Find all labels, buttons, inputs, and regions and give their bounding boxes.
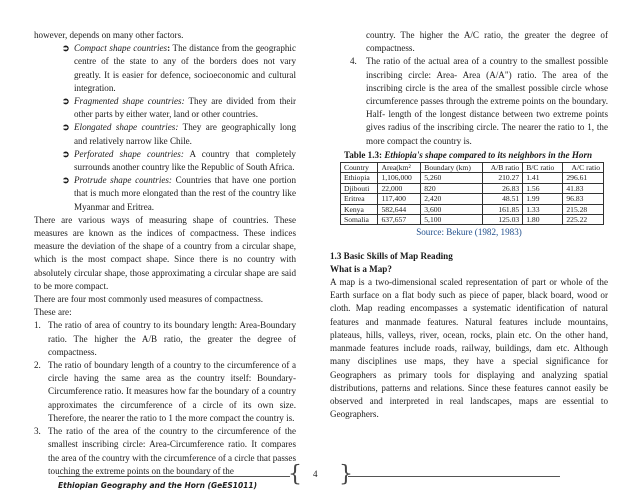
shape-item-perforated xyxy=(34,148,296,174)
these-are: These are: xyxy=(34,307,72,318)
shape-text: A country that completely surrounds another country like the Republic of South Africa. xyxy=(74,148,296,173)
table-row xyxy=(341,194,604,204)
table-cell: 225.22 xyxy=(563,215,604,225)
table-cell: 48.51 xyxy=(482,194,523,204)
measures-intro: There are four most commonly used measures of compactness. xyxy=(34,294,264,305)
right-column xyxy=(330,29,608,421)
measure-number: 3. xyxy=(34,426,41,437)
arrow-bullet-icon: ➲ xyxy=(62,175,70,186)
section-title: 1.3 Basic Skills of Map Reading xyxy=(330,250,453,261)
table-header: B/C ratio xyxy=(523,163,563,173)
shape-list xyxy=(34,42,296,214)
table-cell: 1.80 xyxy=(523,215,563,225)
subsection-title: What is a Map? xyxy=(330,263,392,274)
table-cell: 125.03 xyxy=(482,215,523,225)
table-cell: 1.56 xyxy=(523,183,563,193)
table-cell: 26.83 xyxy=(482,183,523,193)
shape-text: The distance from the geographic centre of the state to any of the borders does not vary greatly. It is easier for defence, socioeconomic and cultural integration. xyxy=(74,43,296,93)
table-cell: 1,106,000 xyxy=(378,173,421,183)
footer-rule-right xyxy=(348,476,560,477)
table-cell: 1.33 xyxy=(523,204,563,214)
table-header: Area(km² xyxy=(378,163,421,173)
arrow-bullet-icon: ➲ xyxy=(62,43,70,54)
shape-term: Protrude shape countries: xyxy=(74,175,172,186)
measure-text: The ratio of the actual area of a country to the smallest possible inscribing circle: Area- Area (A/A") ratio. The area of the inscribing circle is the area of the smallest possible circle whose circumference passes through the extreme points on the boundary. Half- length of the longest distance between two extreme points gives radius of the inscribing circle. The nearer the ratio to 1, the more compact the country is. xyxy=(366,56,608,146)
table-source: Source: Bekure (1982, 1983) xyxy=(416,227,522,238)
arrow-bullet-icon: ➲ xyxy=(62,122,70,133)
table-cell: 5,100 xyxy=(421,215,482,225)
table-cell: Ethiopia xyxy=(341,173,378,183)
table-cell: 2,420 xyxy=(421,194,482,204)
table-header: A/B ratio xyxy=(482,163,523,173)
table-header: A/C ratio xyxy=(563,163,604,173)
table-caption-label: Table 1.3: xyxy=(344,149,383,160)
page-number: 4 xyxy=(313,469,318,479)
table-cell: 117,400 xyxy=(378,194,421,204)
table-row xyxy=(341,204,604,214)
table-header: Country xyxy=(341,163,378,173)
table-cell: Somalia xyxy=(341,215,378,225)
table-cell: 637,657 xyxy=(378,215,421,225)
measure-item xyxy=(34,319,296,359)
footer-title: Ethiopian Geography and the Horn (GeES1011) xyxy=(58,481,258,490)
shape-item-protrude xyxy=(34,174,296,214)
table-caption-text: Ethiopia's shape compared to its neighbors in the Horn xyxy=(384,149,593,160)
table-cell: 1.99 xyxy=(523,194,563,204)
measure-text: The ratio of boundary length of a country to the circumference of a circle having the same area as the country itself: Boundary-Circumference ratio. It measures how far the boundary of a country approximates the circumference of a circle of its own size. Therefore, the nearer the ratio to 1 the more compact the country is. xyxy=(48,360,296,423)
arrow-bullet-icon: ➲ xyxy=(62,96,70,107)
measure-item xyxy=(330,55,608,147)
table-row xyxy=(341,183,604,193)
shape-term: Fragmented shape countries: xyxy=(74,96,185,107)
table-caption xyxy=(344,149,608,162)
shape-item-elongated xyxy=(34,121,296,147)
arrow-bullet-icon: ➲ xyxy=(62,148,70,159)
left-brace-ornament: { xyxy=(288,462,302,487)
measure-number: 2. xyxy=(34,360,41,371)
table-row xyxy=(341,173,604,183)
measure-3-continuation: country. The higher the A/C ratio, the greater the degree of compactness. xyxy=(366,30,608,54)
table-header-row xyxy=(341,163,604,173)
shape-item-fragmented xyxy=(34,95,296,121)
measures-list xyxy=(34,319,296,477)
measure-number: 4. xyxy=(350,56,357,67)
shape-text: Countries that have one portion that is much more elongated than the rest of the country like Myanmar and Eritrea. xyxy=(74,175,296,212)
shape-text: They are divided from their other parts by either water, land or other countries. xyxy=(74,96,297,120)
table-cell: 22,000 xyxy=(378,183,421,193)
shape-term: Compact shape countries xyxy=(74,43,168,54)
compactness-table xyxy=(340,162,604,225)
table-cell: 3,600 xyxy=(421,204,482,214)
measure-item xyxy=(34,425,296,478)
table-cell: 296.61 xyxy=(563,173,604,183)
table-header: Boundary (km) xyxy=(421,163,482,173)
compactness-paragraph: There are various ways of measuring shape of countries. These measures are known as the indices of compactness. These indices measure the deviation of the shape of a country from a circular shape, which is the most compact shape. Since there is no country with absolutely circular shape, those approximating a circular shape are said to be more compact. xyxy=(34,214,296,291)
right-brace-ornament: } xyxy=(339,462,353,487)
measure-text: The ratio of area of country to its boundary length: Area-Boundary ratio. The higher the A/B ratio, the greater the degree of compactness. xyxy=(48,320,296,357)
table-cell: 210.27 xyxy=(482,173,523,183)
table-cell: Eritrea xyxy=(341,194,378,204)
table-cell: 820 xyxy=(421,183,482,193)
table-cell: 1.41 xyxy=(523,173,563,183)
map-definition-paragraph: A map is a two-dimensional scaled representation of part or whole of the Earth surface on a flat body such as piece of paper, black board, wood or cloth. Map reading encompasses a systematic identification of natural features and manmade features. Natural features include mountains, plateaus, hills, valleys, river, ocean, rocks, plain etc. On the other hand, manmade features include roads, railway, buildings, dam etc. Although many disciplines use maps, they have a special significance for Geographers as primary tools for displaying and analyzing spatial distributions, patterns and relations. Since these features cannot easily be observed and interpreted in real landscapes, maps are essential to Geographers. xyxy=(330,277,608,420)
shape-text: They are geographically long and relatively narrow like Chile. xyxy=(74,122,297,146)
shape-term-colon: : xyxy=(167,43,171,54)
table-cell: Djibouti xyxy=(341,183,378,193)
table-cell: Kenya xyxy=(341,204,378,214)
table-cell: 161.85 xyxy=(482,204,523,214)
shape-term: Elongated shape countries: xyxy=(74,122,179,133)
shape-item-compact xyxy=(34,42,296,95)
table-cell: 582,644 xyxy=(378,204,421,214)
intro-line: however, depends on many other factors. xyxy=(34,30,184,40)
table-cell: 215.28 xyxy=(563,204,604,214)
table-cell: 96.83 xyxy=(563,194,604,204)
table-cell: 41.83 xyxy=(563,183,604,193)
shape-term: Perforated shape countries: xyxy=(74,148,184,159)
measure-text: The ratio of the area of the country to the circumference of the smallest inscribing circle: Area-Circumference ratio. It compares the area of the country with the circumference of a circle that passes touching the extreme points on the boundary of the xyxy=(48,426,296,476)
measure-item xyxy=(34,359,296,425)
measure-number: 1. xyxy=(34,320,41,331)
left-column xyxy=(34,29,296,478)
footer-rule-left xyxy=(58,476,290,477)
table-row xyxy=(341,215,604,225)
table-cell: 5,260 xyxy=(421,173,482,183)
